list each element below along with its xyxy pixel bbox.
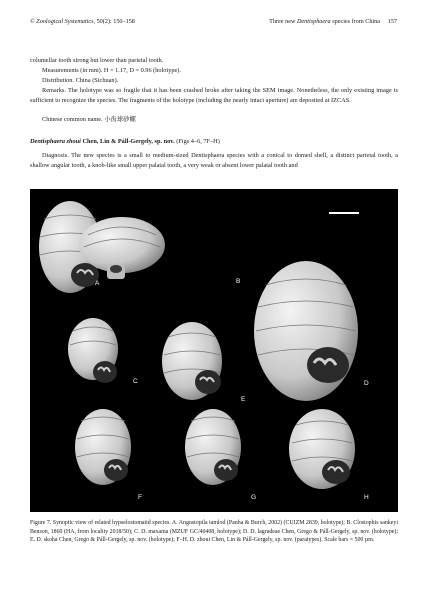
- distribution: Distribution. China (Sichuan).: [42, 77, 119, 84]
- panel-label-h: H: [364, 494, 369, 501]
- species-heading: Dentisphaera zhoui Chen, Lin & Páll-Gergely, sp. nov. (Figs 4–6, 7F–H): [30, 138, 220, 145]
- panel-label-e: E: [241, 396, 246, 403]
- panel-label-f: F: [138, 494, 142, 501]
- diagnosis: Diagnosis. The new species is a small to medium-sized Dentisphaera species with a conical to domed shell, a distinct parietal tooth, a shallow angular tooth, a knob-like small upper palatal tooth, a very weak or absent lower palatal tooth and: [30, 152, 398, 169]
- shell-plate-svg: [30, 189, 398, 512]
- panel-label-a: A: [95, 280, 100, 287]
- scale-bar: [329, 212, 359, 214]
- running-header-right: Three new Dentisphaera species from China 157: [269, 18, 397, 25]
- shell-e: [162, 322, 222, 400]
- shell-d: [254, 261, 358, 401]
- shell-c: [68, 318, 118, 383]
- shell-f: [75, 409, 131, 485]
- figure-7-caption: Figure 7. Synoptic view of related hypselostomatid species. A. Angustopila tamlod (Panha & Burch, 2002) (CUIZM 2839, holotype); B. Clostophis sankeyi Benson, 1860 (HA, from locality 2018/50); C. D. maxama (MZUF GC/40408, holotype); D. D. lagradeae Chen, Grego & Páll-Gergely, sp. nov. (holotype); E. D. skoha Chen, Grego & Páll-Gergely, sp. nov. (holotype); F–H. D. zhoui Chen, Lin & Páll-Gergely, sp. nov. (paratypes). Scale bars = 500 µm.: [30, 520, 398, 543]
- panel-label-g: G: [251, 494, 257, 501]
- panel-label-c: C: [133, 378, 138, 385]
- paragraph-continued: columellar tooth strong but lower than parietal tooth.: [30, 57, 164, 64]
- panel-label-d: D: [364, 380, 369, 387]
- common-name: Chinese common name. 小齿球砂螺: [42, 116, 136, 123]
- running-header-left: © Zoological Systematics, 50(2): 150–158: [30, 18, 135, 25]
- remarks: Remarks. The holotype was so fragile that it has been crashed broke after taking the SEM image. Nonetheless, the only existing image is sufficient to recognize the species. The fragments of the holotype (including the nearly intact aperture) are deposited at IZCAS.: [30, 87, 398, 104]
- journal-name: Zoological Systematics: [36, 18, 94, 25]
- genus-name: Dentisphaera: [296, 18, 331, 25]
- shell-g: [185, 409, 241, 485]
- measurements: Measurements (in mm). H = 1.17, D = 0.96 (holotype).: [42, 67, 181, 74]
- shell-h: [289, 409, 355, 489]
- page-number: 157: [387, 18, 397, 25]
- panel-label-b: B: [236, 278, 241, 285]
- figure-7-plate: [30, 189, 398, 512]
